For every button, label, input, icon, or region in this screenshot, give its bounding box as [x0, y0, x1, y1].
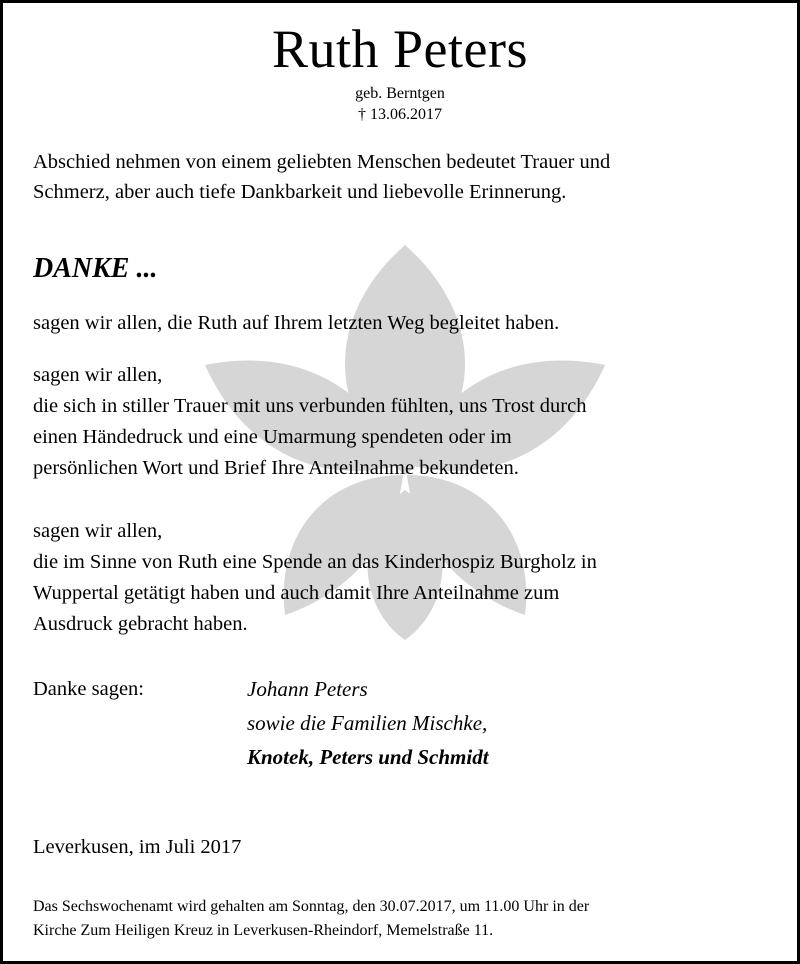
danke-heading: DANKE ...	[33, 253, 158, 284]
footer-line-2: Kirche Zum Heiligen Kreuz in Leverkusen-Rheindorf, Memelstraße 11.	[33, 922, 494, 939]
signature-name-2: sowie die Familien Mischke,	[247, 711, 488, 735]
paragraph-2-line-2: die sich in stiller Trauer mit uns verbunden fühlten, uns Trost durch	[33, 395, 587, 417]
intro-line-1: Abschied nehmen von einem geliebten Menschen bedeutet Trauer und	[33, 151, 611, 173]
paragraph-3-line-4: Ausdruck gebracht haben.	[33, 613, 248, 635]
deceased-name: Ruth Peters	[272, 19, 528, 79]
place-date: Leverkusen, im Juli 2017	[33, 836, 242, 858]
signature-name-3: Knotek, Peters und Schmidt	[247, 745, 489, 769]
paragraph-1: sagen wir allen, die Ruth auf Ihrem letzten Weg begleitet haben.	[33, 312, 560, 334]
signature-name-1: Johann Peters	[247, 677, 368, 701]
footer-line-1: Das Sechswochenamt wird gehalten am Sonntag, den 30.07.2017, um 11.00 Uhr in der	[33, 898, 590, 915]
paragraph-2-line-4: persönlichen Wort und Brief Ihre Anteilnahme bekundeten.	[33, 457, 519, 479]
paragraph-3-line-1: sagen wir allen,	[33, 520, 163, 542]
death-date: † 13.06.2017	[358, 106, 442, 123]
birth-name: geb. Berntgen	[355, 85, 445, 102]
signature-label: Danke sagen:	[33, 678, 144, 700]
paragraph-2-line-1: sagen wir allen,	[33, 364, 163, 386]
paragraph-3-line-3: Wuppertal getätigt haben und auch damit Ihre Anteilnahme zum	[33, 582, 560, 604]
paragraph-2-line-3: einen Händedruck und eine Umarmung spendeten oder im	[33, 426, 512, 448]
paragraph-3-line-2: die im Sinne von Ruth eine Spende an das Kinderhospiz Burgholz in	[33, 551, 597, 573]
intro-line-2: Schmerz, aber auch tiefe Dankbarkeit und liebevolle Erinnerung.	[33, 181, 567, 203]
